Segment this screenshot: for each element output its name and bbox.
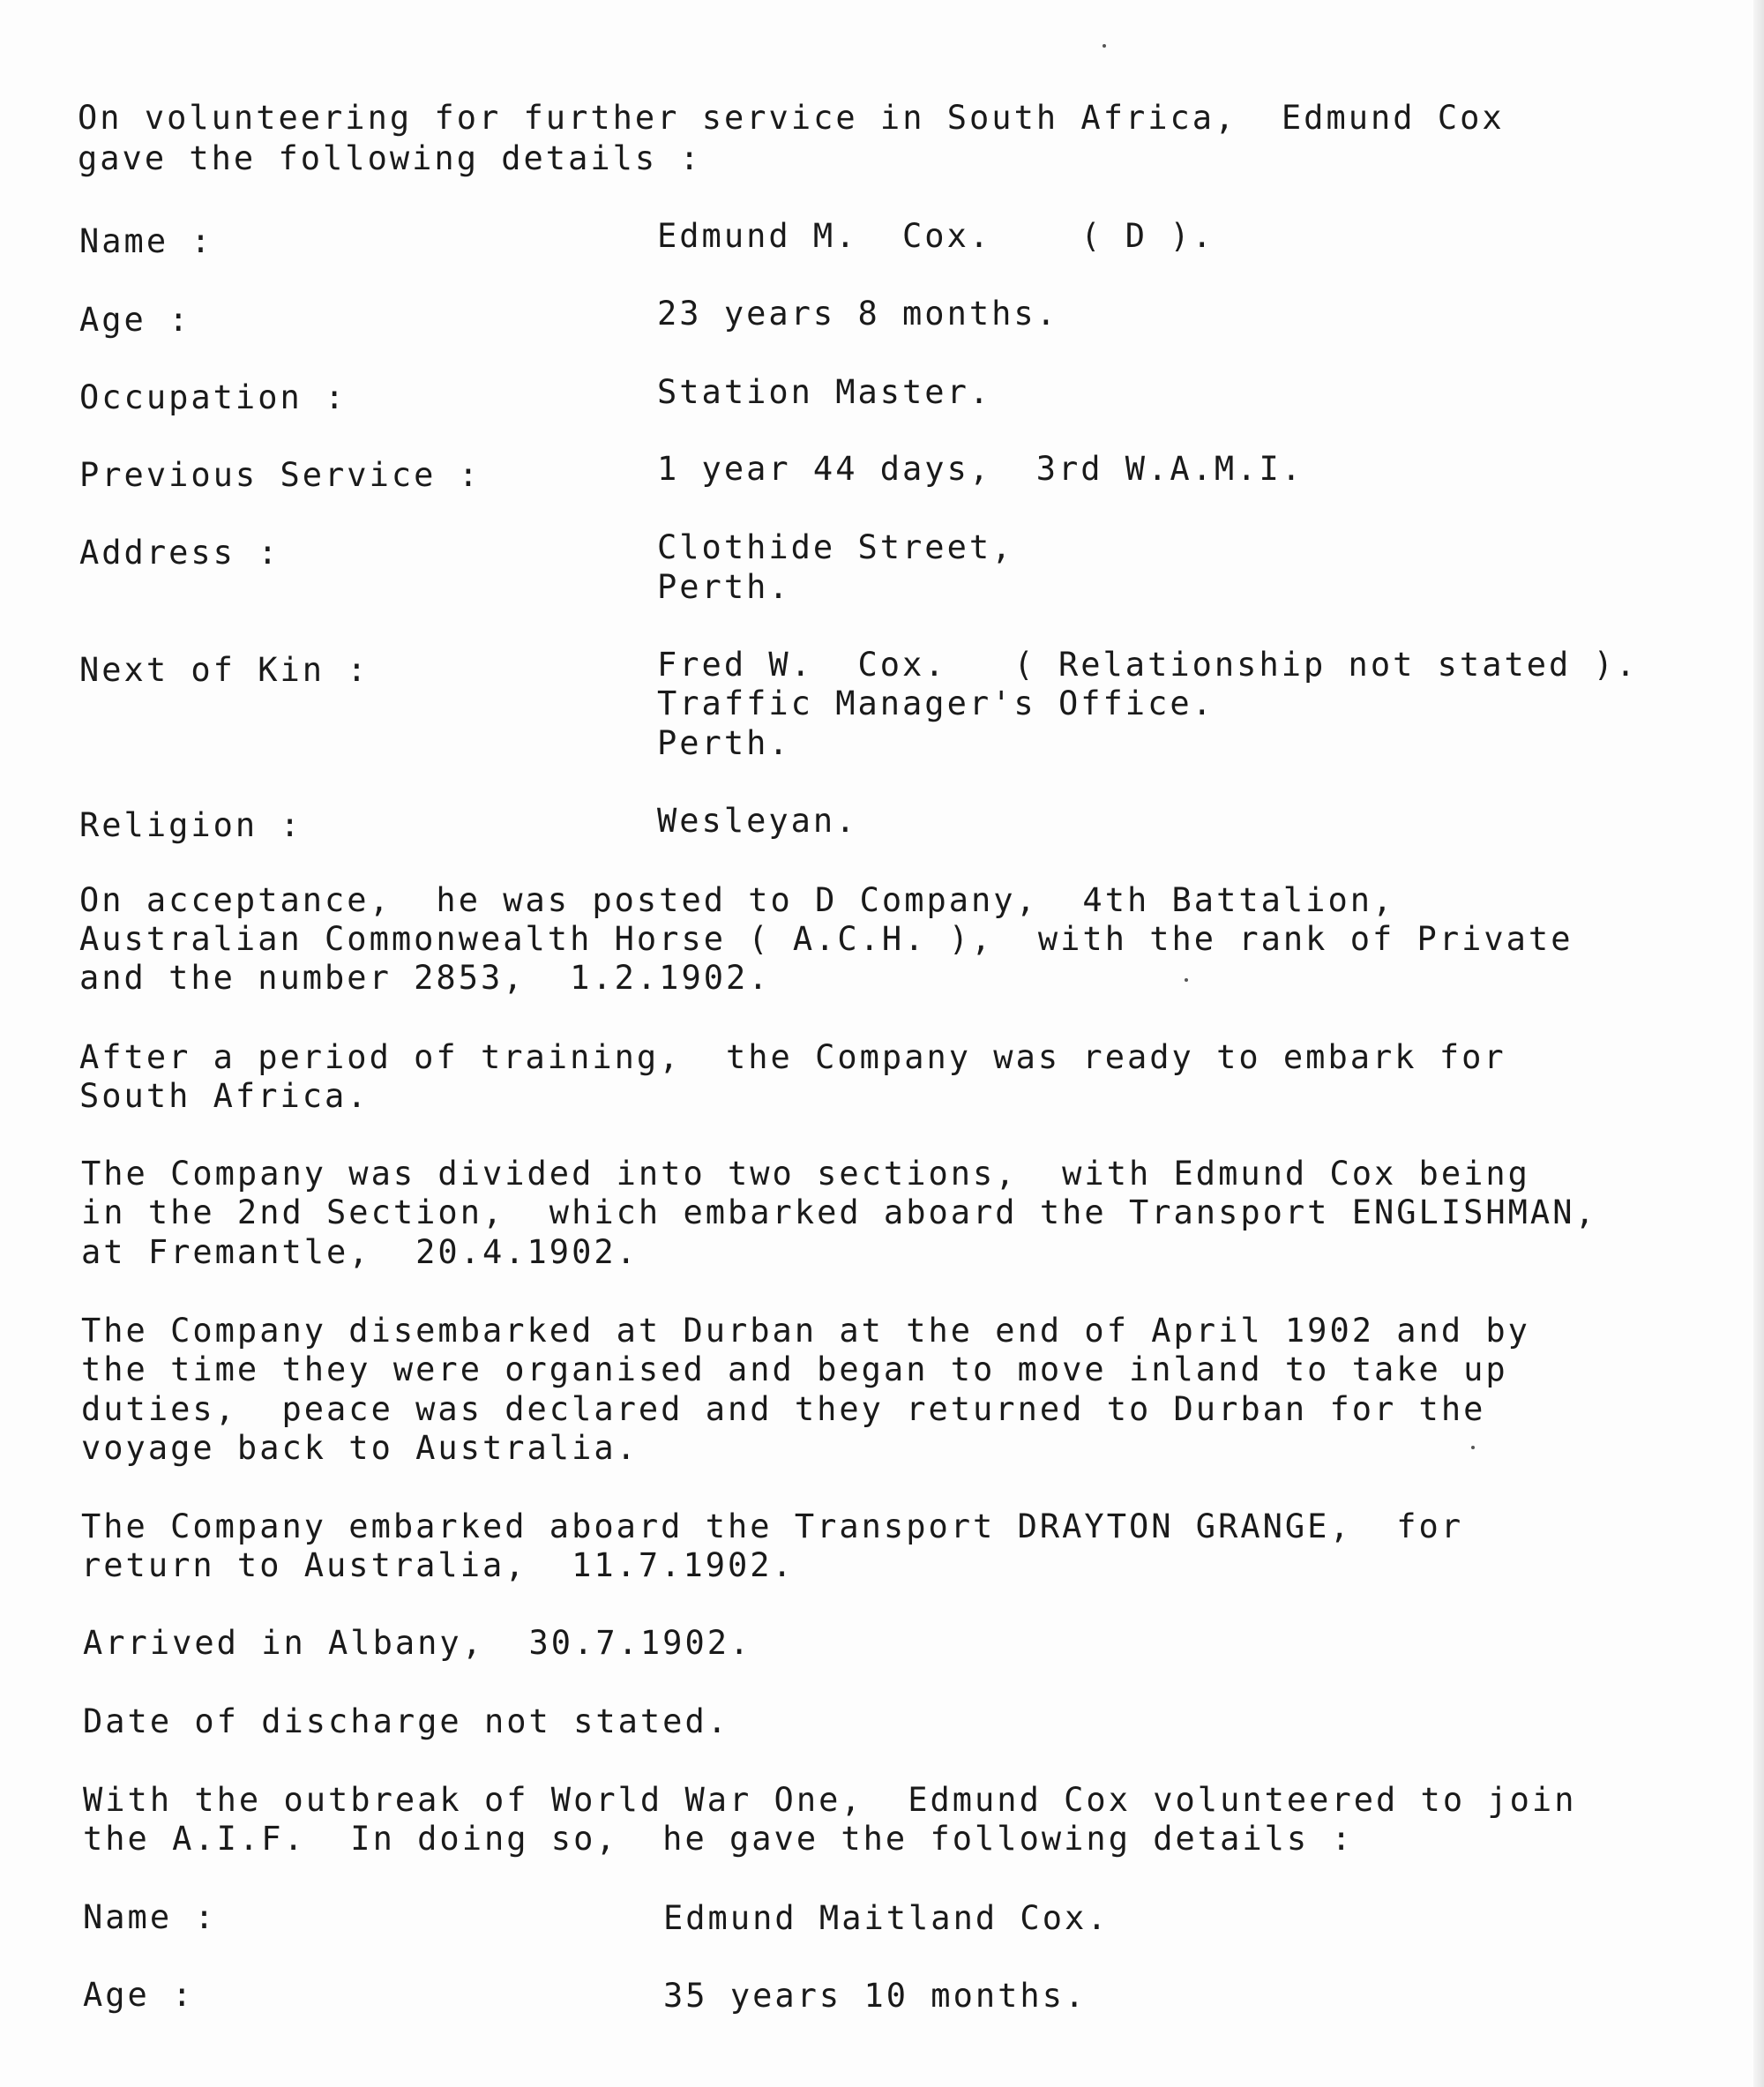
acceptance-line-1: On acceptance, he was posted to D Company, 4th Battalion,: [79, 881, 1395, 919]
next-of-kin-label: Next of Kin :: [79, 651, 370, 689]
address-line-2: Perth.: [657, 568, 791, 606]
age-label: Age :: [79, 301, 191, 339]
durban-line-3: duties, peace was declared and they returned to Durban for the: [81, 1390, 1486, 1428]
age-value: 23 years 8 months.: [657, 295, 1058, 333]
next-of-kin-line-1: Fred W. Cox. ( Relationship not stated ).: [657, 646, 1639, 684]
address-line-1: Clothide Street,: [657, 528, 1014, 566]
training-line-1: After a period of training, the Company was ready to embark for: [79, 1038, 1506, 1076]
occupation-label: Occupation :: [79, 378, 348, 416]
scan-speck: [1185, 978, 1188, 982]
scan-speck: [1102, 44, 1106, 48]
aif-age-value: 35 years 10 months.: [663, 1977, 1088, 2015]
training-line-2: South Africa.: [79, 1077, 370, 1115]
name-value: Edmund M. Cox. ( D ).: [657, 217, 1215, 255]
religion-value: Wesleyan.: [657, 802, 858, 840]
aif-name-value: Edmund Maitland Cox.: [663, 1899, 1110, 1937]
discharge-line: Date of discharge not stated.: [83, 1702, 730, 1740]
intro-line-1: On volunteering for further service in South Africa, Edmund Cox: [78, 99, 1505, 137]
scan-speck: [1471, 1446, 1475, 1449]
name-label: Name :: [79, 222, 213, 260]
previous-service-value: 1 year 44 days, 3rd W.A.M.I.: [657, 450, 1304, 488]
aif-name-label: Name :: [83, 1898, 217, 1936]
return-line-2: return to Australia, 11.7.1902.: [81, 1546, 795, 1584]
acceptance-line-3: and the number 2853, 1.2.1902.: [79, 959, 771, 997]
acceptance-line-2: Australian Commonwealth Horse ( A.C.H. ), with the rank of Private: [79, 920, 1573, 958]
durban-line-1: The Company disembarked at Durban at the end of April 1902 and by: [81, 1312, 1530, 1350]
aif-age-label: Age :: [83, 1976, 195, 2014]
division-line-3: at Fremantle, 20.4.1902.: [81, 1233, 639, 1271]
previous-service-label: Previous Service :: [79, 456, 481, 494]
return-line-1: The Company embarked aboard the Transport DRAYTON GRANGE, for: [81, 1507, 1464, 1545]
intro-line-2: gave the following details :: [78, 139, 702, 177]
address-label: Address :: [79, 534, 280, 572]
religion-label: Religion :: [79, 806, 303, 844]
durban-line-2: the time they were organised and began to move inland to take up: [81, 1350, 1508, 1388]
page-edge-shadow: [1753, 0, 1764, 2087]
division-line-2: in the 2nd Section, which embarked aboard the Transport ENGLISHMAN,: [81, 1193, 1597, 1231]
occupation-value: Station Master.: [657, 373, 992, 411]
ww1-line-2: the A.I.F. In doing so, he gave the following details :: [83, 1820, 1354, 1858]
next-of-kin-line-2: Traffic Manager's Office.: [657, 684, 1215, 722]
durban-line-4: voyage back to Australia.: [81, 1429, 639, 1467]
division-line-1: The Company was divided into two sections, with Edmund Cox being: [81, 1155, 1530, 1193]
next-of-kin-line-3: Perth.: [657, 724, 791, 762]
ww1-line-1: With the outbreak of World War One, Edmund Cox volunteered to join: [83, 1781, 1577, 1819]
albany-line: Arrived in Albany, 30.7.1902.: [83, 1624, 752, 1662]
